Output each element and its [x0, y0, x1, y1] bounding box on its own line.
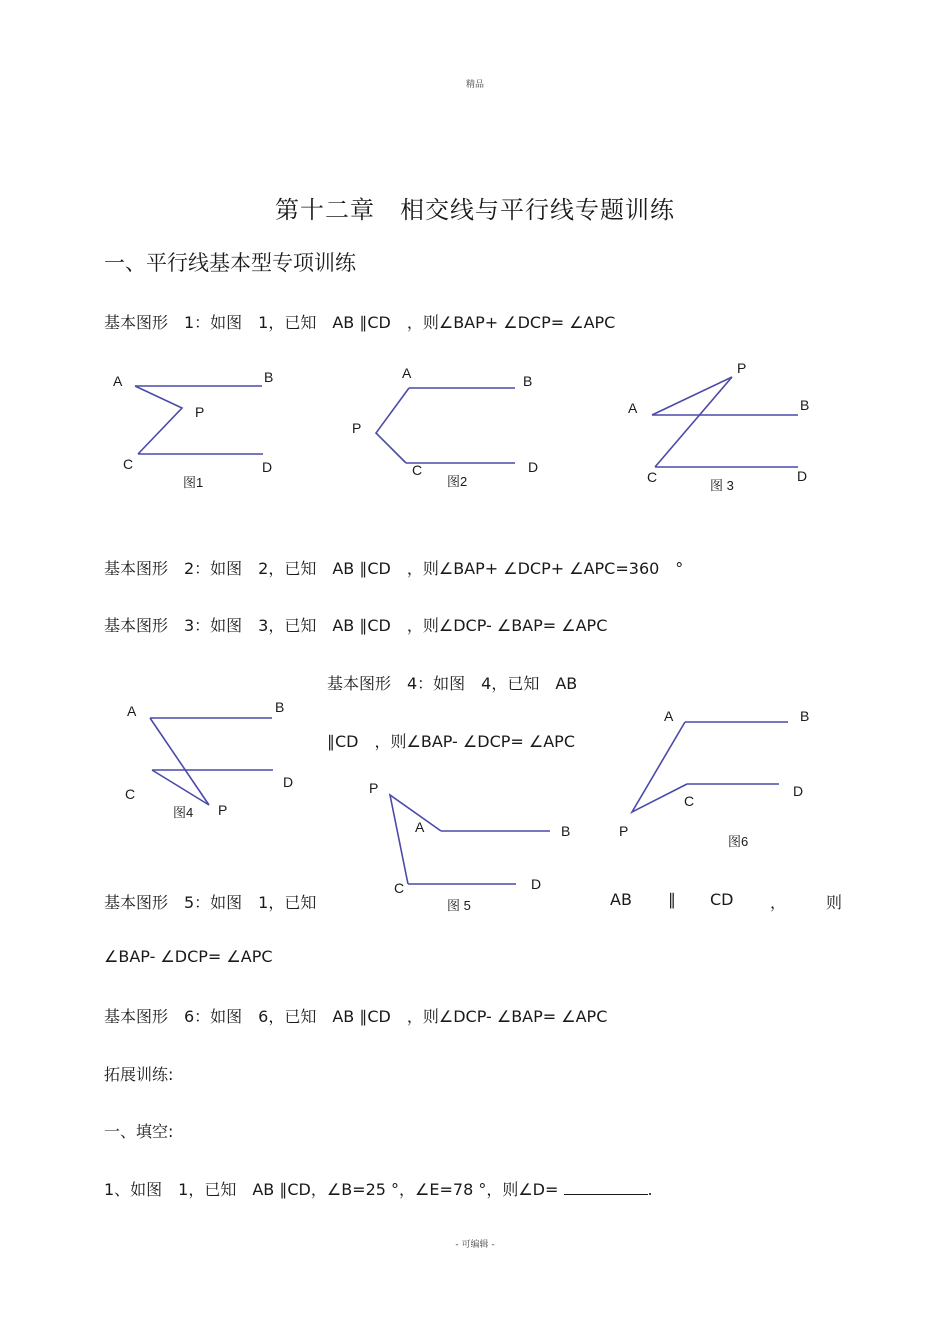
fig5-label-a: A — [415, 819, 425, 835]
fig4-label-d: D — [283, 774, 294, 790]
basic-figure-5-comma: ， — [770, 893, 787, 912]
fig1-caption: 图1 — [183, 475, 204, 490]
basic-figure-6-text: 基本图形 6：如图 6，已知 AB ∥CD ，则∠DCP- ∠BAP= ∠APC — [104, 1007, 608, 1026]
fig2-path-apc — [376, 388, 409, 463]
fig5-path-pac — [390, 795, 441, 884]
fig5-label-d: D — [531, 876, 542, 892]
fig2-label-d: D — [528, 459, 539, 475]
fig1-path-apc — [135, 386, 182, 454]
fig3-label-p: P — [737, 360, 747, 376]
figure-3 — [620, 355, 820, 495]
fig3-caption: 图 3 — [710, 478, 734, 493]
figure-5 — [360, 775, 580, 915]
question-1 — [104, 1177, 653, 1200]
fig1-label-b: B — [264, 369, 274, 385]
fig6-path-apc — [632, 722, 687, 812]
fig3-label-b: B — [800, 397, 810, 413]
basic-figure-4-text-line1: 基本图形 4：如图 4，已知 AB — [327, 674, 578, 693]
basic-figure-5-ab: AB — [610, 890, 632, 909]
figure-6 — [610, 700, 825, 860]
fig6-label-c: C — [684, 793, 695, 809]
fig1-label-c: C — [123, 456, 134, 472]
basic-figure-2-text: 基本图形 2：如图 2，已知 AB ∥CD ，则∠BAP+ ∠DCP+ ∠APC=360 ° — [104, 559, 684, 578]
fig1-label-d: D — [262, 459, 273, 475]
figure-1 — [100, 360, 300, 495]
fig6-label-b: B — [800, 708, 810, 724]
basic-figure-5-cd: CD — [710, 890, 734, 909]
basic-figure-5-text-line2: ∠BAP- ∠DCP= ∠APC — [104, 947, 273, 966]
question-1-end: . — [647, 1180, 653, 1199]
fig2-label-p: P — [352, 420, 362, 436]
fig2-label-b: B — [523, 373, 533, 389]
basic-figure-4-text-line2: ∥CD ，则∠BAP- ∠DCP= ∠APC — [327, 732, 576, 751]
fig6-label-a: A — [664, 708, 674, 724]
fig3-path-apc — [652, 377, 732, 467]
figure-2 — [345, 360, 555, 495]
fig4-path-apc — [150, 718, 209, 805]
fig6-caption: 图6 — [728, 834, 749, 849]
fig4-caption: 图4 — [173, 805, 194, 820]
fig3-label-a: A — [628, 400, 638, 416]
page-header: 精品 — [465, 80, 484, 90]
fig5-label-b: B — [561, 823, 571, 839]
fig2-caption: 图2 — [447, 474, 468, 489]
section-title: 一、平行线基本型专项训练 — [104, 251, 356, 275]
fig4-label-c: C — [125, 786, 136, 802]
fig3-label-d: D — [797, 468, 808, 484]
fig4-label-a: A — [127, 703, 137, 719]
basic-figure-5-parallel: ∥ — [668, 890, 676, 909]
figure-4 — [115, 695, 315, 830]
fig6-label-p: P — [619, 823, 629, 839]
fig4-label-b: B — [275, 699, 285, 715]
fig6-label-d: D — [793, 783, 804, 799]
basic-figure-1-text: 基本图形 1：如图 1，已知 AB ∥CD ，则∠BAP+ ∠DCP= ∠APC — [104, 313, 616, 332]
fig4-label-p: P — [218, 802, 228, 818]
fig2-label-c: C — [412, 462, 423, 478]
question-1-text: 1、如图 1，已知 AB ∥CD，∠B=25 °，∠E=78 °，则∠D= — [104, 1180, 559, 1199]
basic-figure-3-text: 基本图形 3：如图 3，已知 AB ∥CD ，则∠DCP- ∠BAP= ∠APC — [104, 616, 608, 635]
page-footer: - 可编辑 - — [455, 1240, 495, 1250]
fig5-label-c: C — [394, 880, 405, 896]
fill-in-heading: 一、填空: — [104, 1122, 174, 1141]
fig1-label-a: A — [113, 373, 123, 389]
basic-figure-5-then: 则 — [826, 893, 843, 912]
extension-heading: 拓展训练: — [104, 1065, 174, 1084]
answer-blank[interactable] — [564, 1180, 648, 1195]
fig3-label-c: C — [647, 469, 658, 485]
fig5-label-p: P — [369, 780, 379, 796]
fig1-label-p: P — [195, 404, 205, 420]
fig5-caption: 图 5 — [447, 898, 471, 913]
basic-figure-5-text: 基本图形 5：如图 1，已知 — [104, 893, 317, 912]
fig2-label-a: A — [402, 365, 412, 381]
page-title: 第十二章 相交线与平行线专题训练 — [275, 196, 675, 224]
